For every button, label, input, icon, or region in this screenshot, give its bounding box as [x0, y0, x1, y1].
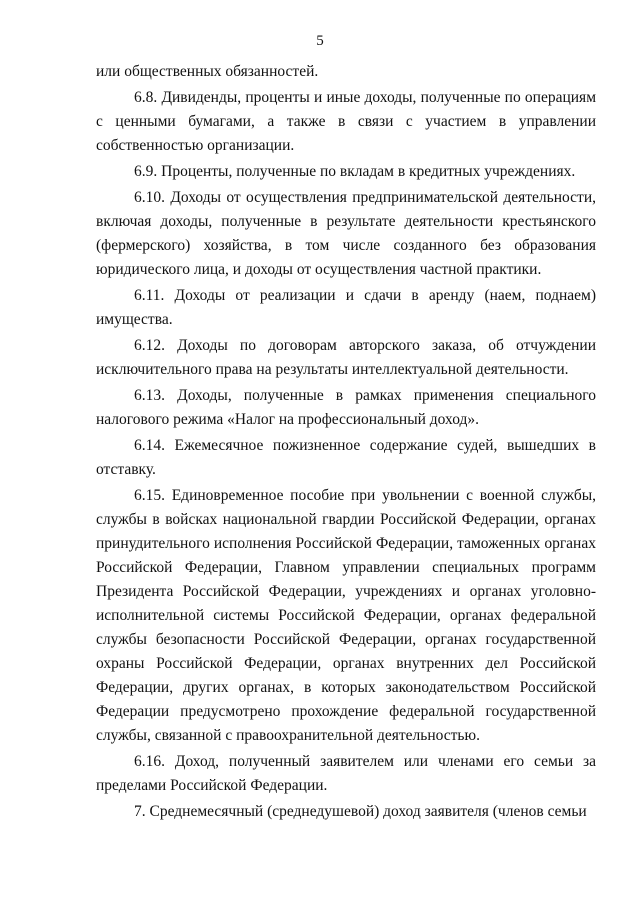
paragraph-6-16: 6.16. Доход, полученный заявителем или членами его семьи за пределами Российской Федерации.: [96, 753, 596, 794]
paragraph-6-14: 6.14. Ежемесячное пожизненное содержание судей, вышедших в отставку.: [96, 437, 596, 478]
paragraph-6-8: 6.8. Дивиденды, проценты и иные доходы, полученные по операциям с ценными бумагами, а также в связи с участием в управлении собственностью организации.: [96, 89, 596, 154]
paragraph-6-13: 6.13. Доходы, полученные в рамках применения специального налогового режима «Налог на профессиональный доход».: [96, 387, 596, 428]
paragraph-6-9: 6.9. Проценты, полученные по вкладам в кредитных учреждениях.: [134, 163, 576, 180]
document-body: [96, 60, 596, 824]
paragraph-6-15: 6.15. Единовременное пособие при увольнении с военной службы, службы в войсках национальной гвардии Российской Федерации, органах принудительного исполнения Российской Федерации, таможенных органах Российской Федерации, Главном управлении специальных программ Президента Российской Федерации, учреждениях и органах уголовно-исполнительной системы Российской Федерации, органах федеральной службы безопасности Российской Федерации, органах государственной охраны Российской Федерации, органах внутренних дел Российской Федерации, других органах, в которых законодательством Российской Федерации предусмотрено прохождение федеральной государственной службы, связанной с правоохранительной деятельностью.: [96, 487, 596, 744]
paragraph-6-12: 6.12. Доходы по договорам авторского заказа, об отчуждении исключительного права на результаты интеллектуальной деятельности.: [96, 337, 596, 378]
paragraph-continuation: или общественных обязанностей.: [96, 63, 319, 80]
paragraph-7: 7. Среднемесячный (среднедушевой) доход заявителя (членов семьи: [134, 803, 587, 820]
paragraph-6-10: 6.10. Доходы от осуществления предпринимательской деятельности, включая доходы, полученные в результате деятельности крестьянского (фермерского) хозяйства, в том числе созданного без образования юридического лица, и доходы от осуществления частной практики.: [96, 189, 596, 278]
paragraph-6-11: 6.11. Доходы от реализации и сдачи в аренду (наем, поднаем) имущества.: [96, 287, 596, 328]
page-number: 5: [316, 33, 324, 49]
